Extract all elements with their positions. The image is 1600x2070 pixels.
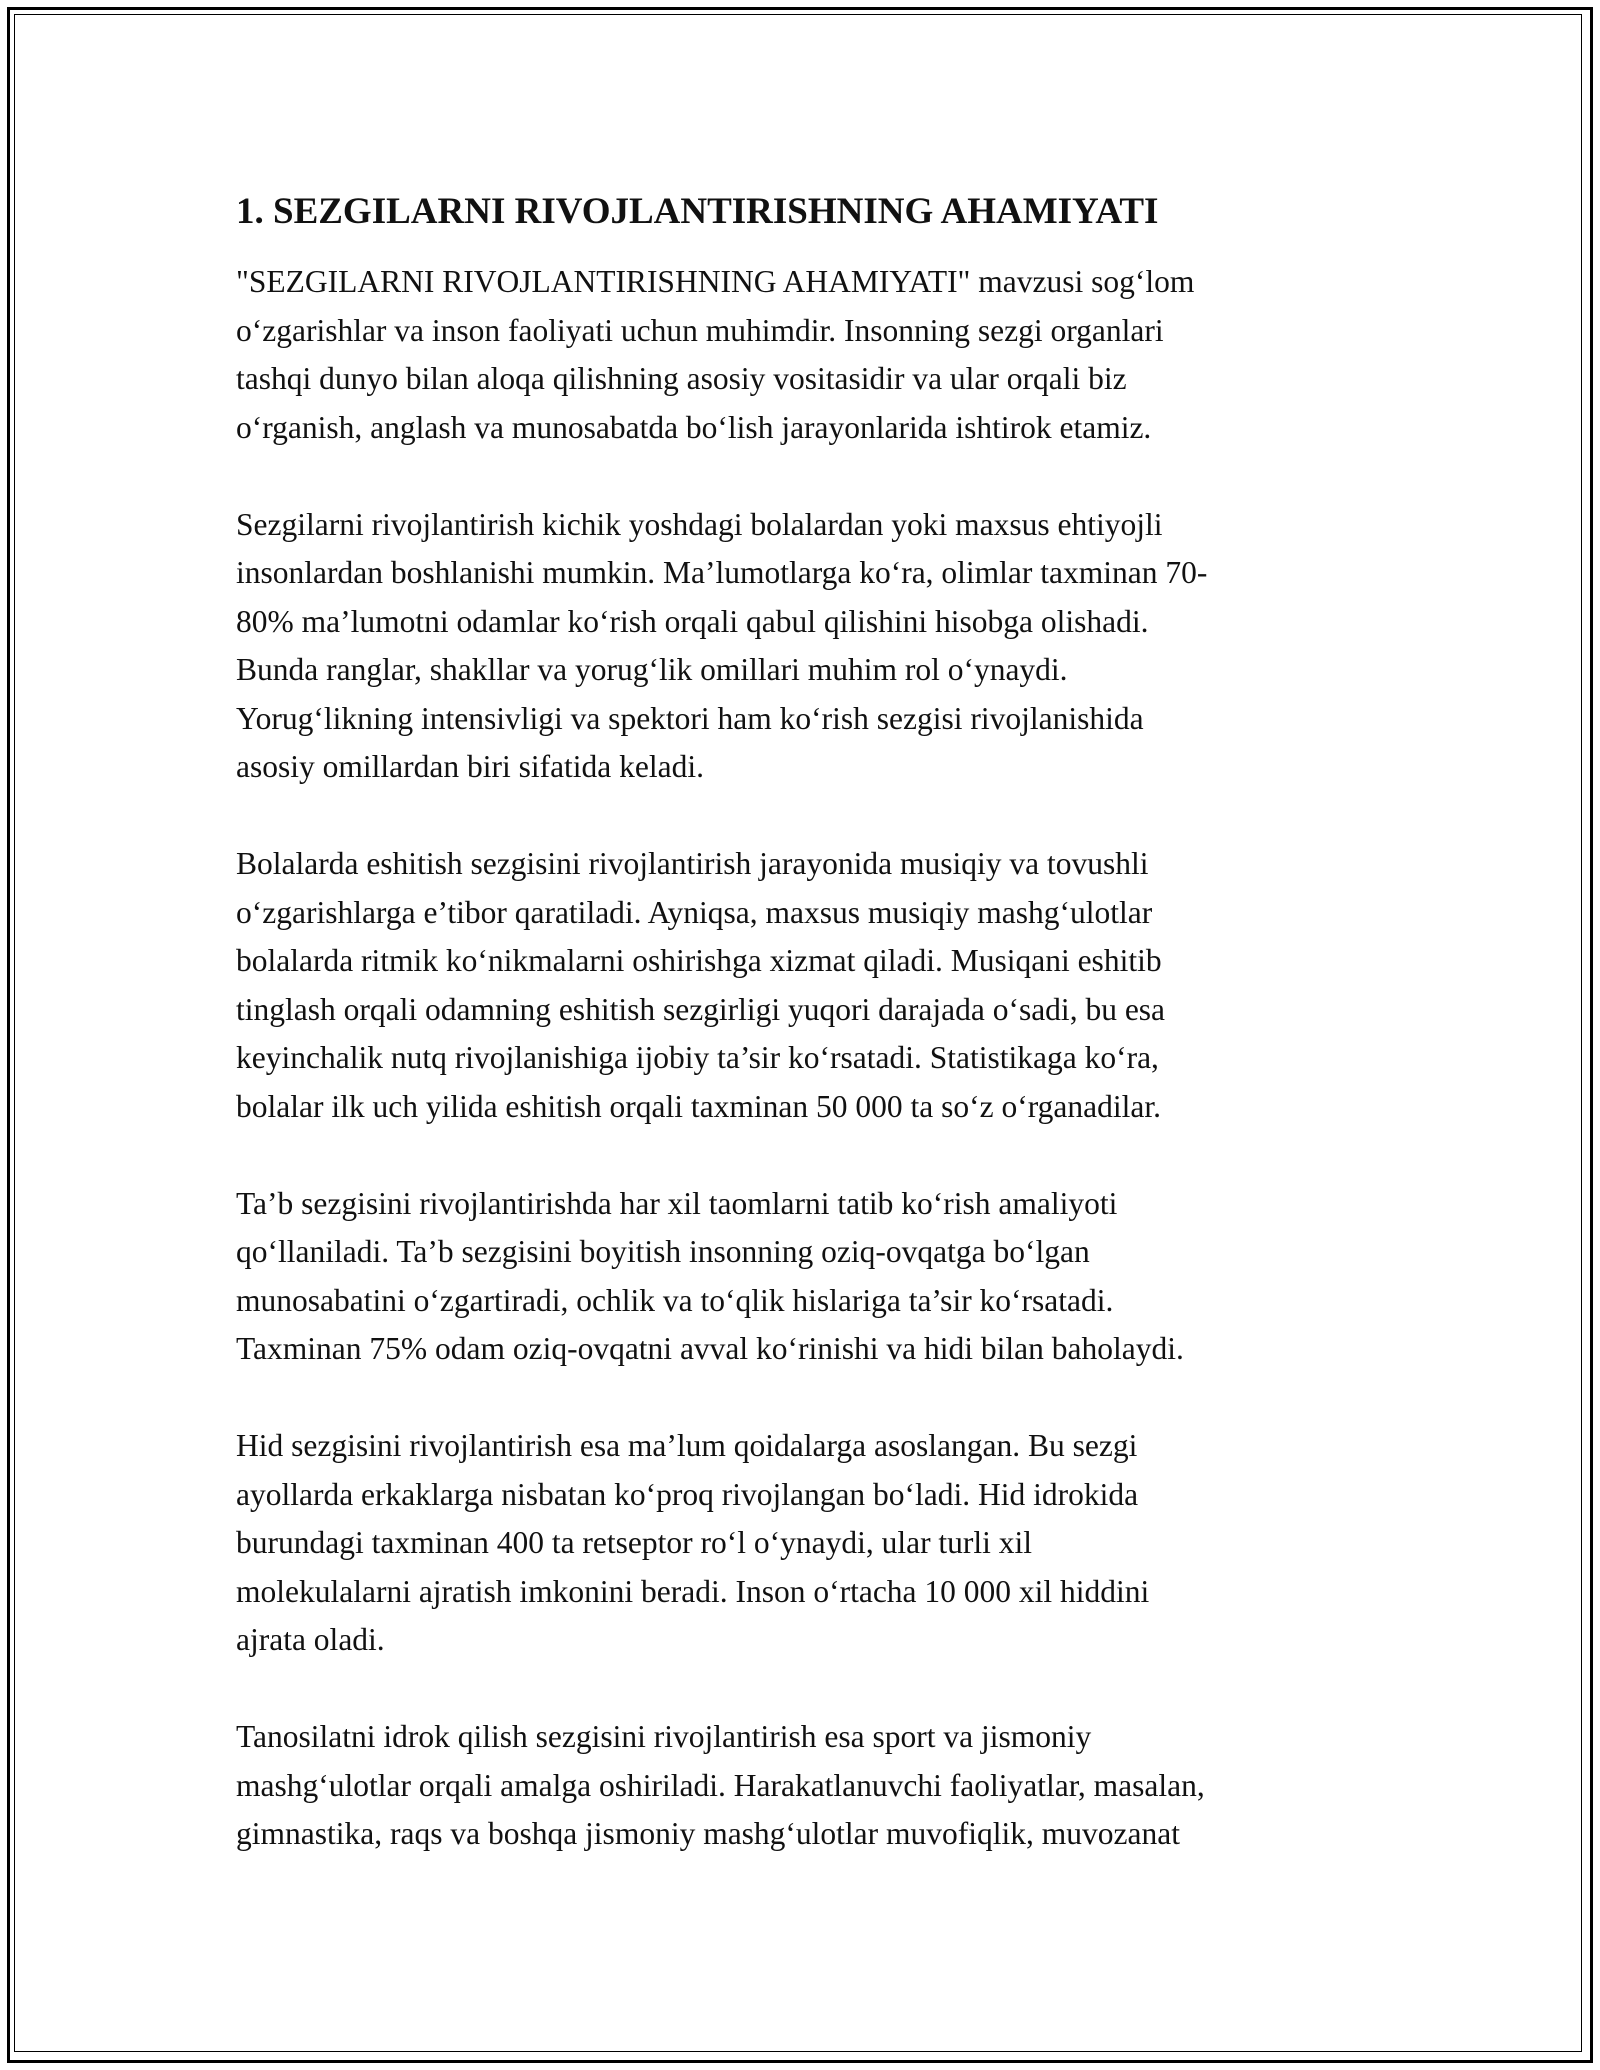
paragraph-smell: Hid sezgisini rivojlantirish esa ma’lum qoidalarga asoslangan. Bu sezgi ayollarda erkaklarga nisbatan ko‘proq rivojlangan bo‘ladi. Hid idrokida burundagi taxminan 400 ta retseptor ro‘l o‘ynaydi, ular turli xil molekulalarni ajratish imkonini beradi. Inson o‘rtacha 10 000 xil hiddini ajrata oladi. bbox=[236, 1428, 1150, 1657]
paragraph-touch: Tanosilatni idrok qilish sezgisini rivojlantirish esa sport va jismoniy mashg‘ulotlar orqali amalga oshiriladi. Harakatlanuvchi faoliyatlar, masalan, gimnastika, raqs va boshqa jismoniy mashg‘ulotlar muvofiqlik, muvozanat bbox=[236, 1719, 1205, 1851]
paragraph-intro: "SEZGILARNI RIVOJLANTIRISHNING AHAMIYATI" mavzusi sog‘lom o‘zgarishlar va inson faoliyati uchun muhimdir. Insonning sezgi organlari tashqi dunyo bilan aloqa qilishning asosiy vositasidir va ular orqali biz o‘rganish, anglash va munosabatda bo‘lish jarayonlarida ishtirok etamiz. bbox=[236, 264, 1195, 445]
document-body bbox=[236, 186, 1376, 1907]
paragraph-hearing: Bolalarda eshitish sezgisini rivojlantirish jarayonida musiqiy va tovushli o‘zgarishlarga e’tibor qaratiladi. Ayniqsa, maxsus musiqiy mashg‘ulotlar bolalarda ritmik ko‘nikmalarni oshirishga xizmat qiladi. Musiqani eshitib tinglash orqali odamning eshitish sezgirligi yuqori darajada o‘sadi, bu esa keyinchalik nutq rivojlanishiga ijobiy ta’sir ko‘rsatadi. Statistikaga ko‘ra, bolalar ilk uch yilida eshitish orqali taxminan 50 000 ta so‘z o‘rganadilar. bbox=[236, 846, 1166, 1124]
paragraph-vision: Sezgilarni rivojlantirish kichik yoshdagi bolalardan yoki maxsus ehtiyojli insonlardan boshlanishi mumkin. Ma’lumotlarga ko‘ra, olimlar taxminan 70- 80% ma’lumotni odamlar ko‘rish orqali qabul qilishini hisobga olishadi. Bunda ranglar, shakllar va yorug‘lik omillari muhim rol o‘ynaydi. Yorug‘likning intensivligi va spektori ham ko‘rish sezgisi rivojlanishida asosiy omillardan biri sifatida keladi. bbox=[236, 506, 1208, 784]
document-heading: 1. SEZGILARNI RIVOJLANTIRISHNING AHAMIYATI bbox=[236, 191, 1159, 232]
paragraph-taste: Ta’b sezgisini rivojlantirishda har xil taomlarni tatib ko‘rish amaliyoti qo‘llaniladi. Ta’b sezgisini boyitish insonning oziq-ovqatga bo‘lgan munosabatini o‘zgartiradi, ochlik va to‘qlik hislariga ta’sir ko‘rsatadi. Taxminan 75% odam oziq-ovqatni avval ko‘rinishi va hidi bilan baholaydi. bbox=[236, 1185, 1184, 1366]
